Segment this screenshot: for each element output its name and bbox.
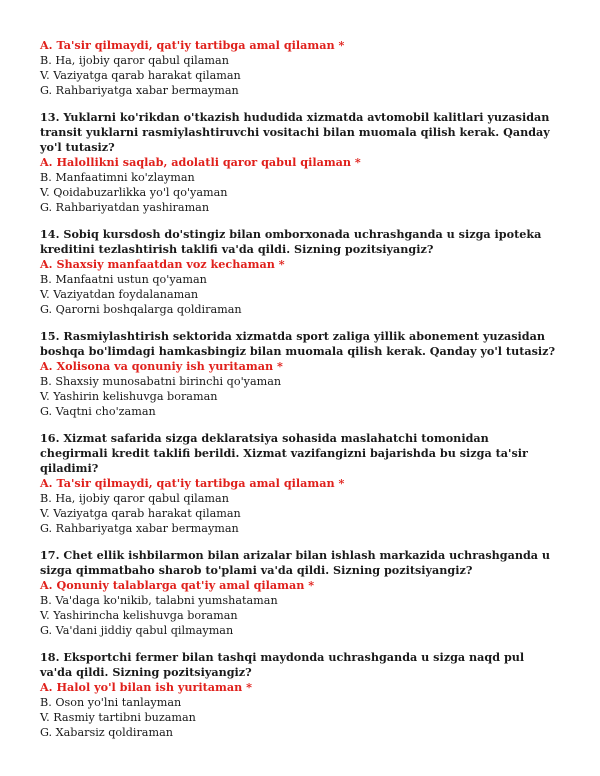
question-text: 14. Sobiq kursdosh do'stingiz bilan omborxonada uchrashganda u sizga ipoteka kreditini tezlashtirish taklifi va'da qildi. Sizning pozitsiyangiz? <box>40 227 542 256</box>
answer-option: V. Rasmiy tartibni buzaman <box>40 711 196 724</box>
answer-option: G. Qarorni boshqalarga qoldiraman <box>40 303 242 316</box>
question-text: 15. Rasmiylashtirish sektorida xizmatda sport zaliga yillik abonement yuzasidan boshqa bo'limdagi hamkasbingiz bilan muomala qilish kerak. Qanday yo'l tutasiz? <box>40 329 556 358</box>
answer-option-correct: A. Xolisona va qonuniy ish yuritaman * <box>40 359 283 373</box>
question-block-13 <box>40 110 560 215</box>
answer-option-correct: A. Halollikni saqlab, adolatli qaror qabul qilaman * <box>40 155 361 169</box>
answer-option-correct: A. Shaxsiy manfaatdan voz kechaman * <box>40 257 285 271</box>
answer-option: G. Rahbariyatga xabar bermayman <box>40 522 239 535</box>
answer-option: G. Xabarsiz qoldiraman <box>40 726 173 739</box>
answer-option: G. Va'dani jiddiy qabul qilmayman <box>40 624 234 637</box>
question-block-15 <box>40 329 560 419</box>
answer-option: V. Vaziyatga qarab harakat qilaman <box>40 69 241 82</box>
answer-option: V. Vaziyatga qarab harakat qilaman <box>40 507 241 520</box>
answer-option: V. Vaziyatdan foydalanaman <box>40 288 199 301</box>
question-text: 17. Chet ellik ishbilarmon bilan arizalar bilan ishlash markazida uchrashganda u sizga qimmatbaho sharob to'plami va'da qildi. Sizning pozitsiyangiz? <box>40 548 551 577</box>
answer-option: B. Ha, ijobiy qaror qabul qilaman <box>40 492 229 505</box>
answer-option: V. Yashirin kelishuvga boraman <box>40 390 218 403</box>
question-text: 18. Eksportchi fermer bilan tashqi maydonda uchrashganda u sizga naqd pul va'da qildi. Sizning pozitsiyangiz? <box>40 650 525 679</box>
question-block-18 <box>40 650 560 740</box>
answer-option-correct: A. Ta'sir qilmaydi, qat'iy tartibga amal qilaman * <box>40 476 345 490</box>
answer-option-correct: A. Qonuniy talablarga qat'iy amal qilaman * <box>40 578 315 592</box>
question-block-14 <box>40 227 560 317</box>
question-text: 16. Xizmat safarida sizga deklaratsiya sohasida maslahatchi tomonidan chegirmali kredit taklifi berildi. Xizmat vazifangizni bajarishda bu sizga ta'sir qiladimi? <box>40 431 528 475</box>
question-block-16 <box>40 431 560 536</box>
answer-option: V. Yashirincha kelishuvga boraman <box>40 609 238 622</box>
answer-option: B. Manfaatni ustun qo'yaman <box>40 273 207 286</box>
answer-option: G. Vaqtni cho'zaman <box>40 405 156 418</box>
answer-option: V. Qoidabuzarlikka yo'l qo'yaman <box>40 186 228 199</box>
answer-option: B. Va'daga ko'nikib, talabni yumshataman <box>40 594 278 607</box>
answer-option: B. Shaxsiy munosabatni birinchi qo'yaman <box>40 375 282 388</box>
answer-option-correct: A. Ta'sir qilmaydi, qat'iy tartibga amal qilaman * <box>40 38 345 52</box>
answer-option: G. Rahbariyatga xabar bermayman <box>40 84 239 97</box>
question-block-17 <box>40 548 560 638</box>
answer-option: B. Ha, ijobiy qaror qabul qilaman <box>40 54 229 67</box>
answer-option: B. Oson yo'lni tanlayman <box>40 696 182 709</box>
question-text: 13. Yuklarni ko'rikdan o'tkazish hududida xizmatda avtomobil kalitlari yuzasidan transit yuklarni rasmiylashtiruvchi vositachi bilan muomala qilish kerak. Qanday yo'l tutasiz? <box>40 110 550 154</box>
answer-option: G. Rahbariyatdan yashiraman <box>40 201 210 214</box>
question-block-12-continued <box>40 38 560 98</box>
answer-option-correct: A. Halol yo'l bilan ish yuritaman * <box>40 680 253 694</box>
answer-option: B. Manfaatimni ko'zlayman <box>40 171 195 184</box>
